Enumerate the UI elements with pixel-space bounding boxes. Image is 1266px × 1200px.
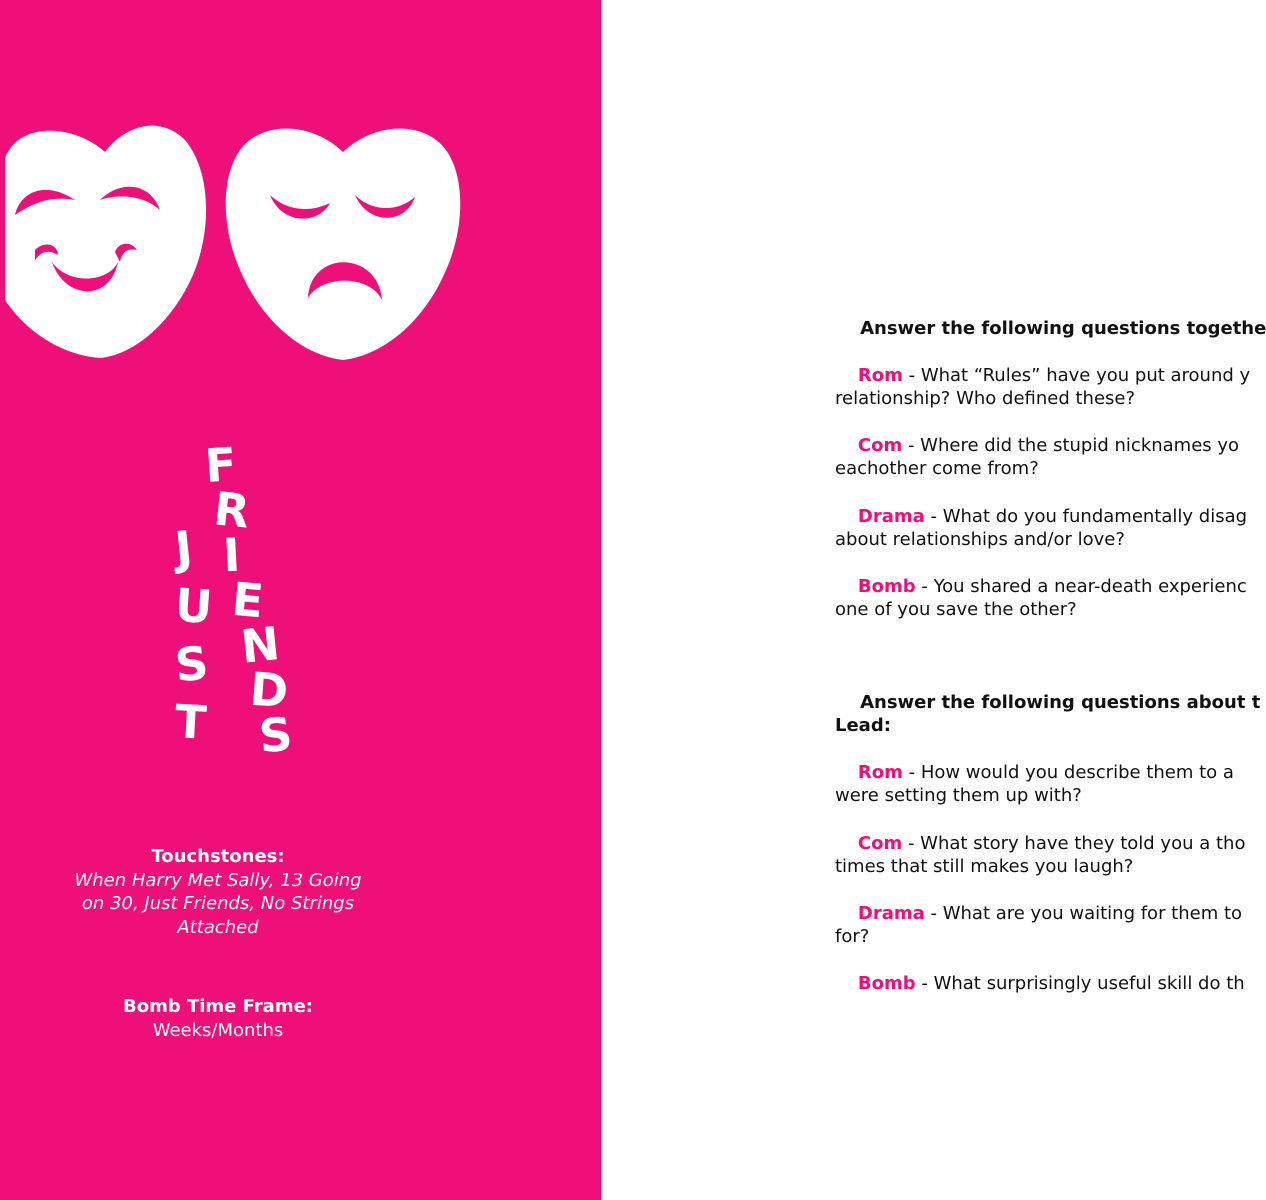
question-item (835, 551, 1247, 645)
theater-masks (0, 0, 601, 420)
questions-page (835, 0, 1266, 1200)
question-text: - How would you describe them to a (902, 761, 1234, 783)
question-key: Drama (857, 505, 925, 527)
question-key: Bomb (857, 575, 916, 597)
title-letter: U (173, 577, 215, 635)
touchstones-label: Touchstones: (151, 846, 285, 867)
title-letter: I (221, 527, 242, 583)
question-text: one of you save the other? (835, 599, 1077, 620)
title-letter: J (172, 520, 195, 576)
touchstones-films-line: When Harry Met Sally, 13 Going (74, 869, 362, 891)
touchstones-block (60, 845, 376, 939)
question-key: Com (857, 832, 903, 854)
question-text: were setting them up with? (835, 785, 1082, 806)
question-text: - What do you fundamentally disag (924, 505, 1248, 527)
question-key: Bomb (857, 972, 916, 994)
question-text: - Where did the stupid nicknames yo (902, 434, 1240, 456)
title-letter: F (203, 436, 239, 494)
title-letter: S (256, 706, 295, 764)
title-letter: E (229, 571, 266, 629)
section-heading: Answer the following questions togethe (860, 317, 1266, 339)
question-text: relationship? Who defined these? (835, 388, 1136, 409)
question-text: - What are you waiting for them to (924, 902, 1243, 924)
title-letter: S (172, 635, 211, 693)
touchstones-films-line: Attached (177, 916, 259, 938)
question-key: Rom (857, 761, 903, 783)
question-text: - What “Rules” have you put around y (902, 364, 1251, 386)
question-text: eachother come from? (835, 458, 1039, 479)
question-text: times that still makes you laugh? (835, 856, 1134, 877)
bomb-time-frame-block (60, 995, 376, 1042)
question-item (835, 948, 1245, 1019)
touchstones-films-line: on 30, Just Friends, No Strings (81, 893, 355, 914)
bomb-time-frame-label: Bomb Time Frame: (122, 996, 313, 1017)
title-letter: T (173, 694, 208, 750)
title-letter: R (211, 481, 253, 539)
title-letter: N (238, 616, 283, 674)
question-text: for? (835, 926, 870, 947)
question-key: Rom (857, 364, 903, 386)
title-letter: D (248, 661, 291, 719)
cover-page (0, 0, 601, 1200)
question-key: Com (857, 434, 903, 456)
question-key: Drama (857, 902, 925, 924)
question-text: - What story have they told you a tho (902, 832, 1246, 854)
tragedy-mask-icon (226, 128, 461, 360)
section-heading: Answer the following questions about t Lead: (835, 691, 1261, 736)
bomb-time-frame-value: Weeks/Months (152, 1019, 284, 1041)
question-text: about relationships and/or love? (835, 529, 1125, 550)
question-text: - What surprisingly useful skill do th (915, 972, 1245, 994)
question-text: - You shared a near-death experienc (915, 575, 1247, 597)
comedy-mask-icon (5, 126, 206, 358)
